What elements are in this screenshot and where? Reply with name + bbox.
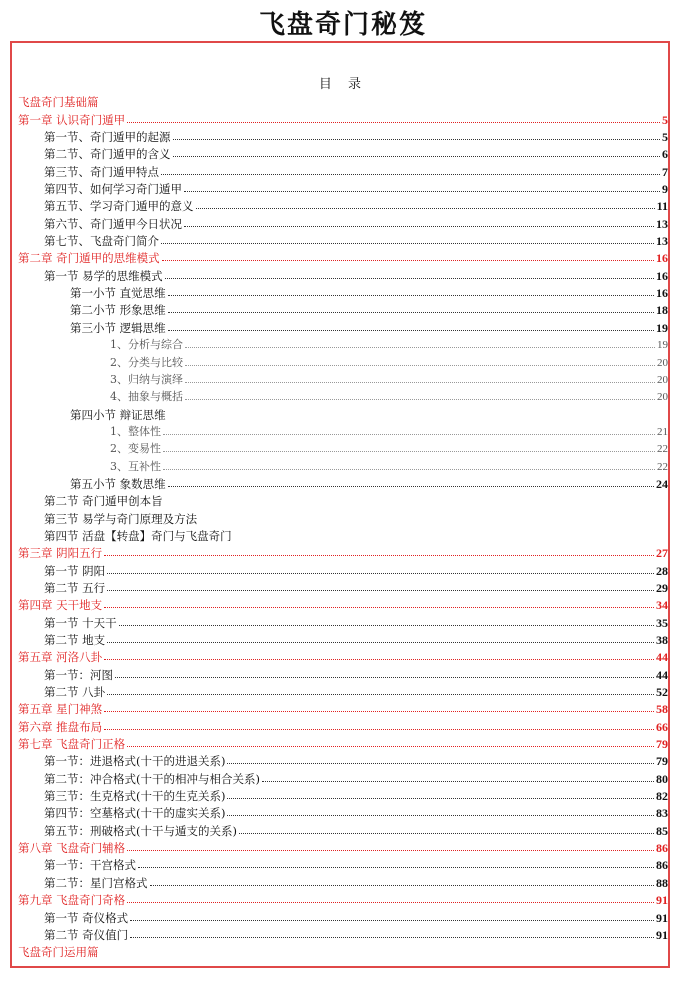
toc-entry-page: 83 [656, 806, 668, 821]
toc-entry[interactable] [18, 265, 668, 282]
toc-entry[interactable] [18, 716, 668, 733]
dot-leader [107, 573, 654, 574]
toc-entry-page: 38 [656, 633, 668, 647]
toc-entry-page: 9 [662, 182, 668, 197]
toc-entry-title: 第三小节 逻辑思维 [70, 320, 166, 335]
toc-entry-page: 52 [656, 685, 668, 700]
toc-entry-title: 第二章 奇门遁甲的思维模式 [18, 251, 160, 266]
dot-leader [227, 798, 654, 799]
dot-leader [107, 590, 654, 591]
toc-entry-title: 第二节 奇门遁甲创本旨 [44, 494, 163, 509]
dot-leader [184, 226, 654, 227]
toc-entry[interactable] [18, 820, 668, 837]
toc-entry-title: 第二小节 形象思维 [70, 303, 166, 318]
toc-entry-page: 5 [662, 112, 668, 127]
toc-entry-page: 21 [657, 425, 668, 438]
toc-entry[interactable] [18, 439, 668, 456]
toc-entry-page: 22 [657, 460, 668, 473]
dot-leader [239, 833, 654, 834]
toc-entry[interactable] [18, 127, 668, 144]
dot-leader [165, 278, 654, 279]
toc-entry-page: 58 [656, 702, 668, 717]
dot-leader [127, 902, 654, 903]
toc-entry-title: 第一节：河图 [44, 667, 113, 682]
toc-entry-title: 第二节、奇门遁甲的含义 [44, 147, 171, 162]
toc-entry-page: 79 [656, 754, 668, 769]
toc-entry-title: 第二节 奇仪值门 [44, 927, 129, 942]
toc-entry-page: 19 [657, 339, 668, 352]
toc-entry-title: 第一节 奇仪格式 [44, 910, 129, 925]
dot-leader [173, 139, 661, 140]
toc-entry-page: 86 [656, 841, 668, 856]
toc-entry-title: 飞盘奇门基础篇 [18, 95, 99, 110]
toc-entry-title: 第一小节 直觉思维 [70, 286, 166, 301]
dot-leader [104, 711, 654, 712]
toc-entry-page: 20 [657, 373, 668, 386]
toc-entry[interactable] [18, 370, 668, 387]
toc-entry[interactable] [18, 335, 668, 352]
toc-entry[interactable] [18, 248, 668, 265]
toc-entry-title: 第三节 易学与奇门原理及方法 [44, 511, 198, 526]
toc-entry-title: 2、分类与比较 [110, 355, 183, 369]
toc-entry-page: 34 [656, 598, 668, 613]
dot-leader [150, 885, 655, 886]
toc-entry-page: 20 [657, 391, 668, 404]
toc-entry-title: 3、互补性 [110, 459, 161, 473]
toc-entry[interactable] [18, 578, 668, 595]
toc-entry[interactable] [18, 890, 668, 907]
dot-leader [127, 746, 654, 747]
toc-entry[interactable] [18, 699, 668, 716]
dot-leader [168, 330, 654, 331]
toc-entry[interactable] [18, 300, 668, 317]
dot-leader [161, 243, 654, 244]
toc-entry-title: 1、整体性 [110, 424, 161, 438]
toc-entry-title: 第六节、奇门遁甲今日状况 [44, 216, 182, 231]
toc-entry-page: 88 [656, 875, 668, 890]
toc-entry-title: 第一节：干宫格式 [44, 858, 136, 873]
toc-entry[interactable] [18, 179, 668, 196]
toc-entry-page: 16 [656, 286, 668, 301]
toc-entry-page: 66 [656, 719, 668, 734]
dot-leader [185, 347, 655, 348]
dot-leader [104, 607, 654, 608]
toc-entry-title: 1、分析与综合 [110, 338, 183, 352]
toc-entry-page: 85 [656, 823, 668, 838]
toc-entry[interactable] [18, 404, 668, 421]
toc-entry-page: 16 [656, 268, 668, 283]
toc-entry-page: 24 [656, 476, 668, 491]
toc-entry-page: 5 [662, 130, 668, 145]
toc-entry[interactable] [18, 213, 668, 230]
toc-entry[interactable] [18, 92, 668, 109]
toc-entry-title: 第四节、如何学习奇门遁甲 [44, 182, 182, 197]
toc-entry[interactable] [18, 682, 668, 699]
toc-entry[interactable] [18, 838, 668, 855]
toc-entry-page: 35 [656, 615, 668, 630]
toc-entry-title: 第一节：进退格式(十干的进退关系) [44, 754, 226, 769]
dot-leader [168, 312, 654, 313]
toc-entry-title: 第二节：星门宫格式 [44, 875, 148, 890]
toc-entry-title: 第一章 认识奇门遁甲 [18, 112, 126, 127]
toc-entry[interactable] [18, 630, 668, 647]
toc-entry-title: 第一节、奇门遁甲的起源 [44, 130, 171, 145]
toc-entry-page: 27 [656, 546, 668, 561]
toc-entry-title: 第五小节 象数思维 [70, 476, 166, 491]
toc-entry[interactable] [18, 526, 668, 543]
toc-entry-page: 28 [656, 563, 668, 578]
toc-entry-page: 82 [656, 789, 668, 804]
toc-entry[interactable] [18, 109, 668, 126]
toc-entry[interactable] [18, 144, 668, 161]
toc-entry-page: 44 [656, 650, 668, 665]
dot-leader [184, 191, 660, 192]
toc-entry-title: 飞盘奇门运用篇 [18, 945, 99, 960]
toc-entry[interactable] [18, 387, 668, 404]
dot-leader [196, 208, 655, 209]
toc-entry-title: 第二节 地支 [44, 633, 106, 647]
toc-entry[interactable] [18, 352, 668, 369]
toc-entry[interactable] [18, 508, 668, 525]
toc-entry-page: 18 [656, 303, 668, 318]
toc-entry-title: 第二节 五行 [44, 580, 106, 595]
toc-entry[interactable] [18, 664, 668, 681]
toc-entry[interactable] [18, 925, 668, 942]
toc-entry[interactable] [18, 491, 668, 508]
dot-leader [168, 486, 654, 487]
dot-leader [107, 642, 654, 643]
toc-entry[interactable] [18, 560, 668, 577]
dot-leader [161, 174, 660, 175]
toc-entry[interactable] [18, 855, 668, 872]
toc-entry-title: 2、变易性 [110, 442, 161, 456]
toc-entry-title: 第五节、学习奇门遁甲的意义 [44, 199, 194, 214]
dot-leader [173, 156, 661, 157]
dot-leader [163, 434, 655, 435]
toc-entry-title: 第一节 阴阳 [44, 563, 106, 578]
toc-entry-page: 13 [656, 234, 668, 249]
toc-entry-page: 91 [656, 927, 668, 942]
toc-entry[interactable] [18, 283, 668, 300]
toc-entry[interactable] [18, 161, 668, 178]
toc-entry-page: 29 [656, 580, 668, 595]
toc-entry-page: 19 [656, 320, 668, 335]
toc-entry-title: 第五节：刑破格式(十干与遁支的关系) [44, 823, 237, 838]
toc-entry-title: 第八章 飞盘奇门辅格 [18, 841, 126, 856]
toc-heading: 目 录 [318, 77, 368, 92]
toc-entry-page: 7 [662, 164, 668, 179]
dot-leader [185, 382, 655, 383]
toc-entry-title: 第五章 河洛八卦 [18, 650, 103, 665]
toc-entry-title: 第九章 飞盘奇门奇格 [18, 893, 126, 908]
toc-entry[interactable] [18, 456, 668, 473]
toc-entry[interactable] [18, 907, 668, 924]
toc-entry-title: 第四章 天干地支 [18, 598, 103, 613]
toc-entry[interactable] [18, 317, 668, 334]
toc-entry-page: 86 [656, 858, 668, 873]
toc-entry[interactable] [18, 474, 668, 491]
dot-leader [227, 763, 654, 764]
toc-entry[interactable] [18, 196, 668, 213]
table-of-contents [18, 92, 668, 959]
toc-entry[interactable] [18, 786, 668, 803]
toc-entry-title: 第七节、飞盘奇门简介 [44, 234, 159, 249]
dot-leader [185, 399, 655, 400]
toc-entry-title: 第四节 活盘【转盘】奇门与飞盘奇门 [44, 528, 232, 543]
toc-entry-title: 第四节：空墓格式(十干的虚实关系) [44, 806, 226, 821]
toc-entry-title: 第二节 八卦 [44, 685, 106, 700]
dot-leader [104, 555, 654, 556]
toc-entry-page: 6 [662, 147, 668, 162]
toc-entry[interactable] [18, 422, 668, 439]
document-title: 飞盘奇门秘笈 [258, 10, 427, 40]
dot-leader [127, 122, 660, 123]
toc-entry[interactable] [18, 734, 668, 751]
toc-entry-title: 第三节、奇门遁甲特点 [44, 164, 159, 179]
toc-entry-title: 第五章 星门神煞 [18, 702, 103, 717]
dot-leader [227, 815, 654, 816]
dot-leader [130, 920, 654, 921]
dot-leader [115, 677, 654, 678]
toc-entry[interactable] [18, 803, 668, 820]
toc-entry[interactable] [18, 647, 668, 664]
toc-entry[interactable] [18, 612, 668, 629]
toc-entry-page: 91 [656, 910, 668, 925]
dot-leader [107, 694, 654, 695]
dot-leader [127, 850, 654, 851]
dot-leader [130, 937, 654, 938]
dot-leader [138, 867, 654, 868]
dot-leader [185, 365, 655, 366]
toc-entry[interactable] [18, 595, 668, 612]
toc-entry[interactable] [18, 872, 668, 889]
toc-entry-page: 13 [656, 216, 668, 231]
toc-entry-title: 第一节 易学的思维模式 [44, 268, 163, 283]
dot-leader [168, 295, 654, 296]
toc-entry-title: 第四小节 辩证思维 [70, 407, 166, 422]
toc-entry[interactable] [18, 942, 668, 959]
toc-entry-page: 22 [657, 443, 668, 456]
toc-entry-title: 4、抽象与概括 [110, 390, 183, 404]
toc-entry-title: 3、归纳与演绎 [110, 372, 183, 386]
toc-entry-title: 第三章 阴阳五行 [18, 546, 103, 561]
toc-entry-page: 20 [657, 356, 668, 369]
dot-leader [119, 625, 654, 626]
toc-entry-title: 第六章 推盘布局 [18, 719, 103, 734]
dot-leader [262, 781, 654, 782]
dot-leader [104, 729, 654, 730]
toc-entry-page: 16 [656, 251, 668, 266]
toc-entry-title: 第一节 十天干 [44, 615, 117, 630]
toc-entry-title: 第七章 飞盘奇门正格 [18, 737, 126, 752]
dot-leader [163, 451, 655, 452]
dot-leader [104, 659, 654, 660]
toc-entry-page: 91 [656, 893, 668, 908]
toc-entry[interactable] [18, 751, 668, 768]
toc-entry[interactable] [18, 231, 668, 248]
toc-entry-page: 11 [656, 199, 668, 214]
toc-entry[interactable] [18, 543, 668, 560]
toc-entry-page: 80 [656, 771, 668, 786]
dot-leader [163, 469, 655, 470]
toc-entry-title: 第三节：生克格式(十干的生克关系) [44, 789, 226, 804]
toc-entry-title: 第二节：冲合格式(十干的相冲与相合关系) [44, 771, 260, 786]
toc-entry-page: 79 [656, 737, 668, 752]
dot-leader [162, 260, 654, 261]
toc-entry-page: 44 [656, 667, 668, 682]
toc-entry[interactable] [18, 768, 668, 785]
